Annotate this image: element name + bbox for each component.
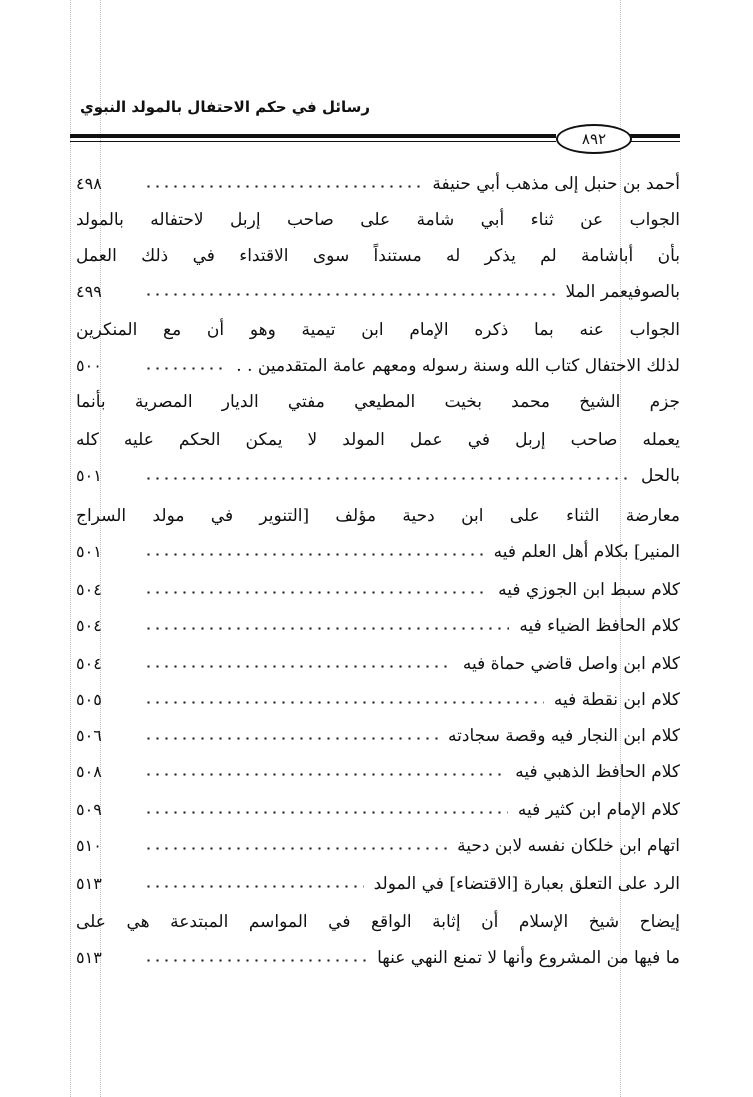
- dot-leader: [144, 701, 544, 704]
- toc-entry: [76, 830, 680, 862]
- dot-leader: [144, 627, 509, 630]
- toc-entry-title: كلام الإمام ابن كثير فيه: [517, 800, 680, 820]
- toc-entry: [76, 756, 680, 788]
- toc-entry-title: كلام الحافظ الضياء فيه: [519, 616, 680, 636]
- toc-entry-title: لذلك الاحتفال كتاب الله وسنة رسوله ومعهم عامة المتقدمين . .: [236, 356, 680, 376]
- toc-entry: [76, 942, 680, 974]
- dot-leader: [144, 477, 631, 480]
- toc-entry: [76, 720, 680, 752]
- toc-entry-title: بالصوفيعمر الملا: [565, 282, 680, 302]
- toc-entry-title: كلام ابن واصل قاضي حماة فيه: [462, 654, 680, 674]
- toc-entry: [76, 906, 680, 938]
- toc-entry-page: ٥١٣: [76, 874, 102, 893]
- toc-entry: [76, 684, 680, 716]
- toc-entry-title: كلام الحافظ الذهبي فيه: [515, 762, 680, 782]
- page-number: ٨٩٢: [556, 124, 632, 154]
- dot-leader: [144, 885, 364, 888]
- toc-entry-title: كلام ابن نقطة فيه: [553, 690, 680, 710]
- toc-entry-title: معارضة الثناء على ابن دحية مؤلف [التنوير في مولد السراج: [76, 506, 680, 526]
- toc-entry-page: ٥٠١: [76, 542, 102, 561]
- dot-leader: [144, 591, 488, 594]
- toc-entry: [76, 648, 680, 680]
- toc-entry-title: جزم الشيخ محمد بخيت المطيعي مفتي الديار المصرية بأنما: [76, 392, 680, 412]
- toc-entry-title: أحمد بن حنبل إلى مذهب أبي حنيفة: [432, 174, 680, 194]
- toc-entry: [76, 536, 680, 568]
- toc-entry-page: ٤٩٩: [76, 282, 102, 301]
- toc-entry-title: إيضاح شيخ الإسلام أن إثابة الواقع في المواسم المبتدعة هي على: [76, 912, 680, 932]
- toc-entry: [76, 276, 680, 308]
- dot-leader: [144, 847, 447, 850]
- dot-leader: [144, 185, 422, 188]
- toc-entry-title: المنير] بكلام أهل العلم فيه: [493, 542, 680, 562]
- toc-entry: [76, 794, 680, 826]
- toc-entry-page: ٥٠٠: [76, 356, 102, 375]
- toc-entry-title: ما فيها من المشروع وأنها لا تمنع النهي عنها: [377, 948, 680, 968]
- running-header-title: رسائل في حكم الاحتفال بالمولد النبوي: [80, 98, 370, 116]
- toc-entry-page: ٥٠٩: [76, 800, 102, 819]
- dot-leader: [144, 665, 453, 668]
- toc-entry: [76, 574, 680, 606]
- toc-entry-title: كلام سبط ابن الجوزي فيه: [498, 580, 680, 600]
- toc-entry-page: ٥٠٤: [76, 580, 102, 599]
- dot-leader: [144, 811, 508, 814]
- toc-entry-page: ٥٠٥: [76, 690, 102, 709]
- toc-entry: [76, 868, 680, 900]
- toc-entry-title: الرد على التعلق بعبارة [الاقتضاء] في المولد: [373, 874, 680, 894]
- dot-leader: [144, 737, 438, 740]
- toc-entry-title: بأن أباشامة لم يذكر له مستنداً سوى الاقتداء في ذلك العمل: [76, 246, 680, 266]
- toc-entry-page: ٥١٠: [76, 836, 102, 855]
- dot-leader: [144, 773, 505, 776]
- toc-entry-title: يعمله صاحب إربل في عمل المولد لا يمكن الحكم عليه كله: [76, 430, 680, 450]
- toc-entry: [76, 460, 680, 492]
- toc-entry: [76, 168, 680, 200]
- toc-entry-title: بالحل: [641, 466, 680, 486]
- toc-entry: [76, 240, 680, 272]
- toc-entry-page: ٥٠٨: [76, 762, 102, 781]
- toc-entry: [76, 500, 680, 532]
- toc-entry: [76, 350, 680, 382]
- dot-leader: [144, 959, 367, 962]
- dot-leader: [144, 367, 226, 370]
- toc-entry-title: الجواب عن ثناء أبي شامة على صاحب إربل لاحتفاله بالمولد: [76, 210, 680, 230]
- toc-entry: [76, 204, 680, 236]
- toc-entry-title: كلام ابن النجار فيه وقصة سجادته: [448, 726, 680, 746]
- toc-entry-page: ٥١٣: [76, 948, 102, 967]
- toc-entry-title: الجواب عنه بما ذكره الإمام ابن تيمية وهو أن مع المنكرين: [76, 320, 680, 340]
- toc-entry-page: ٥٠١: [76, 466, 102, 485]
- toc-entry: [76, 314, 680, 346]
- toc-entry-title: اتهام ابن خلكان نفسه لابن دحية: [457, 836, 680, 856]
- toc-entry: [76, 424, 680, 456]
- toc-entry-page: ٤٩٨: [76, 174, 102, 193]
- dot-leader: [144, 293, 555, 296]
- dot-leader: [144, 553, 484, 556]
- toc-entry-page: ٥٠٤: [76, 654, 102, 673]
- toc-entry-page: ٥٠٦: [76, 726, 102, 745]
- toc-entry: [76, 610, 680, 642]
- toc-entry-page: ٥٠٤: [76, 616, 102, 635]
- toc-entry: [76, 386, 680, 418]
